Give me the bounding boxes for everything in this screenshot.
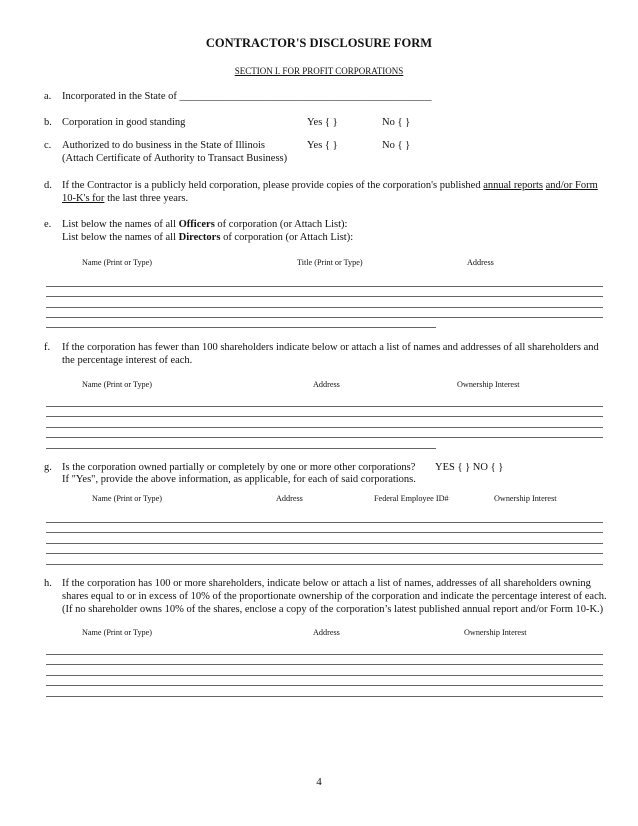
item-b-no-checkbox[interactable]: No { }: [382, 117, 411, 128]
item-a-text[interactable]: Incorporated in the State of ________________________________________________: [62, 91, 432, 102]
major-shareholders-entry-line[interactable]: [46, 696, 603, 697]
item-a-letter: a.: [44, 91, 52, 102]
shareholders-entry-line[interactable]: [46, 448, 436, 449]
item-f-line1: If the corporation has fewer than 100 shareholders indicate below or attach a list of names and addresses of all shareholders and: [62, 342, 599, 353]
page-number: 4: [316, 776, 322, 788]
parent-corp-entry-line[interactable]: [46, 553, 603, 554]
officers-entry-line[interactable]: [46, 296, 603, 297]
item-b-letter: b.: [44, 117, 52, 128]
major-shareholders-entry-line[interactable]: [46, 675, 603, 676]
officers-col-title: Title (Print or Type): [297, 258, 363, 267]
item-g-line2: If "Yes", provide the above information, as applicable, for each of said corporations.: [62, 474, 416, 485]
and-or-form-text: and/or Form: [545, 180, 598, 191]
item-g-letter: g.: [44, 462, 52, 473]
officers-col-name: Name (Print or Type): [82, 258, 152, 267]
major-shareholders-entry-line[interactable]: [46, 685, 603, 686]
item-c-line1: Authorized to do business in the State of Illinois: [62, 140, 265, 151]
officers-entry-line[interactable]: [46, 286, 603, 287]
major-shareholders-col-name: Name (Print or Type): [82, 628, 152, 637]
parent-corp-entry-line[interactable]: [46, 543, 603, 544]
item-h-line3: (If no shareholder owns 10% of the shares, enclose a copy of the corporation’s latest published annual report and/or Form 10-K.): [62, 604, 604, 615]
shareholders-entry-line[interactable]: [46, 406, 603, 407]
item-e-line2: List below the names of all Directors of corporation (or Attach List):: [62, 232, 354, 243]
item-d-letter: d.: [44, 180, 52, 191]
item-b-text: Corporation in good standing: [62, 117, 186, 128]
form-title: CONTRACTOR'S DISCLOSURE FORM: [205, 36, 433, 50]
parent-corp-entry-line[interactable]: [46, 522, 603, 523]
officers-entry-line[interactable]: [46, 327, 436, 328]
item-e-letter: e.: [44, 219, 52, 230]
shareholders-col-address: Address: [313, 380, 340, 389]
shareholders-col-name: Name (Print or Type): [82, 380, 152, 389]
item-h-line1: If the corporation has 100 or more shareholders, indicate below or attach a list of names, addresses of all shareholders owning: [62, 578, 591, 589]
parent-corp-col-fein: Federal Employee ID#: [374, 494, 449, 503]
parent-corp-entry-line[interactable]: [46, 532, 603, 533]
annual-reports-text: annual reports: [483, 180, 543, 191]
item-f-line2: the percentage interest of each.: [62, 355, 193, 366]
item-g-yes-no-checkboxes[interactable]: YES { } NO { }: [435, 462, 504, 473]
item-b-yes-checkbox[interactable]: Yes { }: [307, 117, 338, 128]
item-c-yes-checkbox[interactable]: Yes { }: [307, 140, 338, 151]
officers-entry-line[interactable]: [46, 307, 603, 308]
shareholders-entry-line[interactable]: [46, 416, 603, 417]
shareholders-col-ownership: Ownership Interest: [457, 380, 520, 389]
item-d-line2: 10-K's for the last three years.: [62, 193, 189, 204]
parent-corp-col-address: Address: [276, 494, 303, 503]
item-h-line2: shares equal to or in excess of 10% of the proportionate ownership of the corporation and indicate the percentage interest of each.: [62, 591, 607, 602]
parent-corp-entry-line[interactable]: [46, 564, 603, 565]
item-c-letter: c.: [44, 140, 52, 151]
item-c-line2: (Attach Certificate of Authority to Transact Business): [62, 153, 288, 164]
item-f-letter: f.: [44, 342, 51, 353]
major-shareholders-col-address: Address: [313, 628, 340, 637]
parent-corp-col-name: Name (Print or Type): [92, 494, 162, 503]
shareholders-entry-line[interactable]: [46, 437, 603, 438]
item-g-line1: Is the corporation owned partially or completely by one or more other corporations?: [62, 462, 416, 473]
item-h-letter: h.: [44, 578, 52, 589]
officers-col-address: Address: [467, 258, 494, 267]
section-heading: SECTION I. FOR PROFIT CORPORATIONS: [234, 66, 404, 76]
officers-entry-line[interactable]: [46, 317, 603, 318]
major-shareholders-entry-line[interactable]: [46, 654, 603, 655]
parent-corp-col-ownership: Ownership Interest: [494, 494, 557, 503]
major-shareholders-entry-line[interactable]: [46, 664, 603, 665]
item-d-line1: If the Contractor is a publicly held corporation, please provide copies of the corporation's published annual reports and/or Form: [62, 180, 598, 191]
major-shareholders-col-ownership: Ownership Interest: [464, 628, 527, 637]
shareholders-entry-line[interactable]: [46, 427, 603, 428]
item-c-no-checkbox[interactable]: No { }: [382, 140, 411, 151]
item-e-line1: List below the names of all Officers of corporation (or Attach List):: [62, 219, 348, 230]
